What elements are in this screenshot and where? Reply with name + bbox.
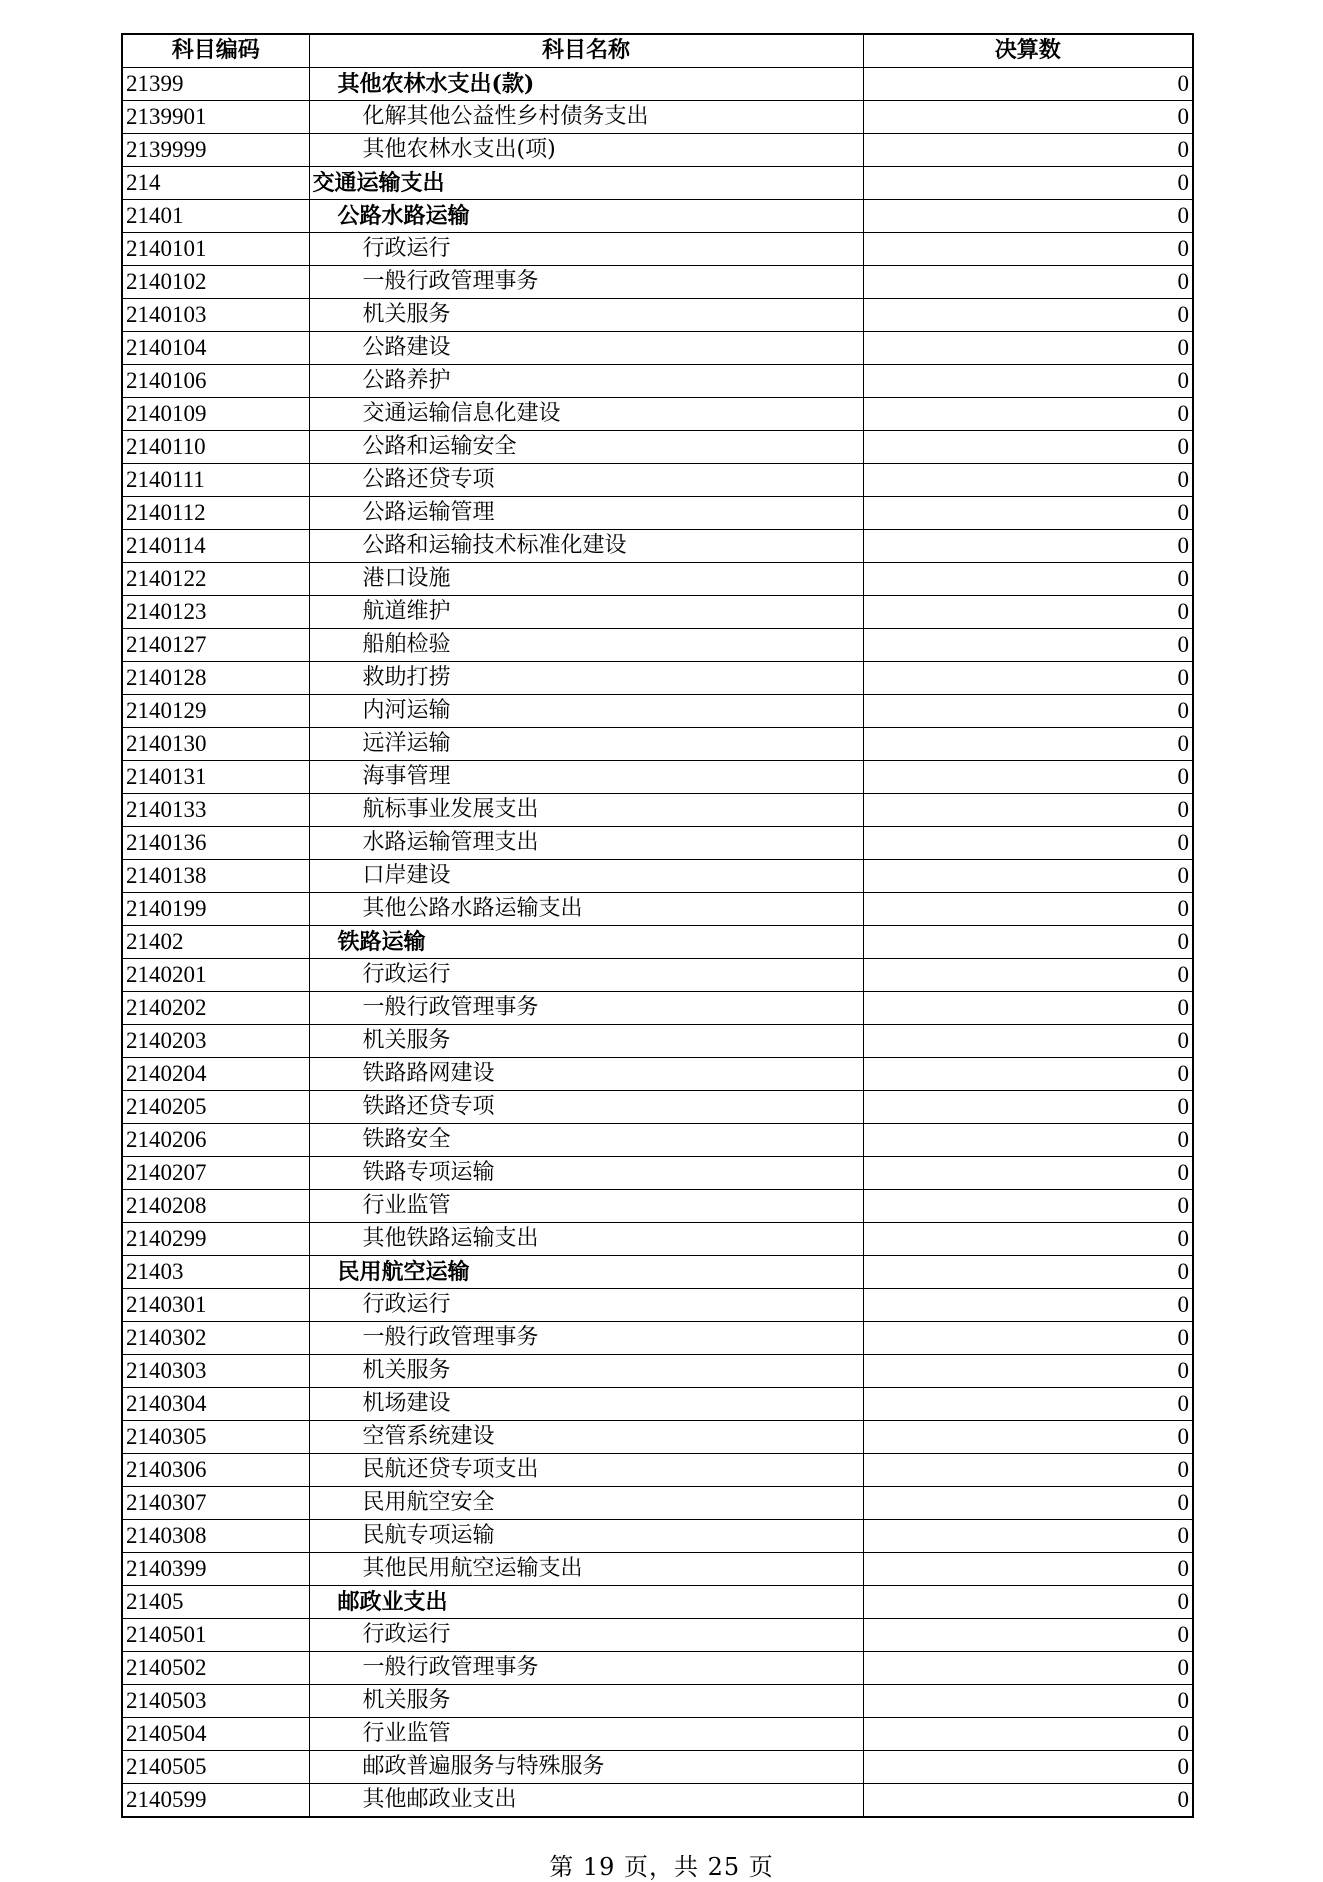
row-code: 2140138	[122, 860, 309, 893]
row-name: 铁路安全	[309, 1124, 863, 1157]
row-code: 2140308	[122, 1520, 309, 1553]
table-row	[122, 926, 1193, 959]
row-code: 2140136	[122, 827, 309, 860]
row-amount: 0	[863, 1454, 1193, 1487]
row-name: 远洋运输	[309, 728, 863, 761]
row-amount: 0	[863, 1256, 1193, 1289]
row-name: 行业监管	[309, 1718, 863, 1751]
table-row	[122, 431, 1193, 464]
row-code: 2140109	[122, 398, 309, 431]
row-code: 2140302	[122, 1322, 309, 1355]
row-code: 2140204	[122, 1058, 309, 1091]
row-name: 其他邮政业支出	[309, 1784, 863, 1818]
table-row	[122, 827, 1193, 860]
row-code: 2140304	[122, 1388, 309, 1421]
row-name: 港口设施	[309, 563, 863, 596]
row-name: 公路和运输技术标准化建设	[309, 530, 863, 563]
row-code: 2140103	[122, 299, 309, 332]
row-amount: 0	[863, 926, 1193, 959]
row-name: 化解其他公益性乡村债务支出	[309, 101, 863, 134]
row-name: 交通运输支出	[309, 167, 863, 200]
row-name: 行政运行	[309, 233, 863, 266]
row-name: 行业监管	[309, 1190, 863, 1223]
row-amount: 0	[863, 1520, 1193, 1553]
row-amount: 0	[863, 365, 1193, 398]
row-code: 2140110	[122, 431, 309, 464]
row-code: 2140106	[122, 365, 309, 398]
row-name: 公路养护	[309, 365, 863, 398]
row-code: 2140128	[122, 662, 309, 695]
row-code: 2140203	[122, 1025, 309, 1058]
row-code: 2140305	[122, 1421, 309, 1454]
row-name: 其他铁路运输支出	[309, 1223, 863, 1256]
table-row	[122, 68, 1193, 101]
row-code: 2140599	[122, 1784, 309, 1818]
row-code: 2140131	[122, 761, 309, 794]
row-amount: 0	[863, 1487, 1193, 1520]
row-amount: 0	[863, 1223, 1193, 1256]
table-row	[122, 695, 1193, 728]
row-name: 其他民用航空运输支出	[309, 1553, 863, 1586]
row-amount: 0	[863, 1619, 1193, 1652]
row-name: 机关服务	[309, 1025, 863, 1058]
row-code: 2140123	[122, 596, 309, 629]
row-name: 水路运输管理支出	[309, 827, 863, 860]
row-name: 公路建设	[309, 332, 863, 365]
header-row	[122, 34, 1193, 68]
row-amount: 0	[863, 1652, 1193, 1685]
row-amount: 0	[863, 167, 1193, 200]
row-name: 空管系统建设	[309, 1421, 863, 1454]
row-code: 2140130	[122, 728, 309, 761]
row-code: 2140505	[122, 1751, 309, 1784]
row-code: 2140199	[122, 893, 309, 926]
table-row	[122, 761, 1193, 794]
table-row	[122, 1685, 1193, 1718]
row-code: 2140303	[122, 1355, 309, 1388]
table-row	[122, 1388, 1193, 1421]
row-code: 2140133	[122, 794, 309, 827]
row-name: 机关服务	[309, 1685, 863, 1718]
row-amount: 0	[863, 431, 1193, 464]
row-amount: 0	[863, 761, 1193, 794]
row-code: 2140201	[122, 959, 309, 992]
row-amount: 0	[863, 860, 1193, 893]
row-amount: 0	[863, 101, 1193, 134]
table-row	[122, 1190, 1193, 1223]
row-code: 2140503	[122, 1685, 309, 1718]
row-code: 21401	[122, 200, 309, 233]
row-name: 其他农林水支出(款)	[309, 68, 863, 101]
row-name: 铁路还贷专项	[309, 1091, 863, 1124]
row-name: 铁路专项运输	[309, 1157, 863, 1190]
row-amount: 0	[863, 299, 1193, 332]
table-row	[122, 860, 1193, 893]
row-amount: 0	[863, 959, 1193, 992]
row-amount: 0	[863, 1685, 1193, 1718]
row-name: 一般行政管理事务	[309, 1322, 863, 1355]
row-amount: 0	[863, 1091, 1193, 1124]
row-amount: 0	[863, 728, 1193, 761]
table-row	[122, 398, 1193, 431]
row-amount: 0	[863, 1157, 1193, 1190]
table-row	[122, 1421, 1193, 1454]
row-code: 2140202	[122, 992, 309, 1025]
table-row	[122, 1025, 1193, 1058]
row-amount: 0	[863, 992, 1193, 1025]
row-code: 2140399	[122, 1553, 309, 1586]
row-amount: 0	[863, 1553, 1193, 1586]
row-code: 2140112	[122, 497, 309, 530]
row-code: 2140114	[122, 530, 309, 563]
table-row	[122, 662, 1193, 695]
row-name: 行政运行	[309, 959, 863, 992]
table-row	[122, 1487, 1193, 1520]
row-amount: 0	[863, 530, 1193, 563]
table-row	[122, 992, 1193, 1025]
row-code: 2140111	[122, 464, 309, 497]
row-code: 2140299	[122, 1223, 309, 1256]
row-name: 一般行政管理事务	[309, 992, 863, 1025]
table-body	[122, 68, 1193, 1818]
row-name: 机场建设	[309, 1388, 863, 1421]
row-amount: 0	[863, 794, 1193, 827]
row-amount: 0	[863, 1025, 1193, 1058]
table-row	[122, 1157, 1193, 1190]
row-name: 机关服务	[309, 299, 863, 332]
table-row	[122, 530, 1193, 563]
row-amount: 0	[863, 629, 1193, 662]
table-row	[122, 1718, 1193, 1751]
table-row	[122, 1751, 1193, 1784]
row-name: 一般行政管理事务	[309, 1652, 863, 1685]
row-code: 2140504	[122, 1718, 309, 1751]
table-row	[122, 1124, 1193, 1157]
row-amount: 0	[863, 1784, 1193, 1818]
table-row	[122, 266, 1193, 299]
row-code: 2139901	[122, 101, 309, 134]
row-amount: 0	[863, 497, 1193, 530]
table-row	[122, 1058, 1193, 1091]
row-name: 其他农林水支出(项)	[309, 134, 863, 167]
row-amount: 0	[863, 596, 1193, 629]
row-name: 其他公路水路运输支出	[309, 893, 863, 926]
row-amount: 0	[863, 1718, 1193, 1751]
row-amount: 0	[863, 662, 1193, 695]
row-code: 2140501	[122, 1619, 309, 1652]
row-amount: 0	[863, 332, 1193, 365]
table-row	[122, 794, 1193, 827]
table-row	[122, 1454, 1193, 1487]
row-amount: 0	[863, 464, 1193, 497]
row-code: 2140122	[122, 563, 309, 596]
table-row	[122, 1256, 1193, 1289]
row-code: 2139999	[122, 134, 309, 167]
table-row	[122, 1223, 1193, 1256]
row-code: 2140206	[122, 1124, 309, 1157]
row-amount: 0	[863, 233, 1193, 266]
row-name: 行政运行	[309, 1289, 863, 1322]
header-code: 科目编码	[122, 34, 309, 68]
table-row	[122, 893, 1193, 926]
row-code: 2140307	[122, 1487, 309, 1520]
row-name: 铁路路网建设	[309, 1058, 863, 1091]
row-name: 交通运输信息化建设	[309, 398, 863, 431]
row-amount: 0	[863, 398, 1193, 431]
row-amount: 0	[863, 266, 1193, 299]
row-name: 民航还贷专项支出	[309, 1454, 863, 1487]
row-code: 2140102	[122, 266, 309, 299]
row-code: 21403	[122, 1256, 309, 1289]
row-amount: 0	[863, 563, 1193, 596]
row-code: 2140502	[122, 1652, 309, 1685]
row-name: 邮政普遍服务与特殊服务	[309, 1751, 863, 1784]
table-row	[122, 1586, 1193, 1619]
row-code: 2140104	[122, 332, 309, 365]
table-row	[122, 101, 1193, 134]
row-name: 内河运输	[309, 695, 863, 728]
table-row	[122, 563, 1193, 596]
table-row	[122, 1289, 1193, 1322]
row-name: 公路水路运输	[309, 200, 863, 233]
row-name: 船舶检验	[309, 629, 863, 662]
table-row	[122, 167, 1193, 200]
page-number: 第 19 页，共 25 页	[549, 1853, 774, 1881]
row-code: 214	[122, 167, 309, 200]
row-name: 口岸建设	[309, 860, 863, 893]
row-code: 2140127	[122, 629, 309, 662]
row-name: 救助打捞	[309, 662, 863, 695]
row-code: 2140301	[122, 1289, 309, 1322]
table-row	[122, 299, 1193, 332]
table-row	[122, 134, 1193, 167]
table-row	[122, 233, 1193, 266]
table-row	[122, 629, 1193, 662]
table-row	[122, 332, 1193, 365]
table-row	[122, 200, 1193, 233]
row-amount: 0	[863, 1586, 1193, 1619]
row-amount: 0	[863, 1355, 1193, 1388]
row-code: 21405	[122, 1586, 309, 1619]
row-name: 民用航空安全	[309, 1487, 863, 1520]
row-amount: 0	[863, 1124, 1193, 1157]
row-name: 公路还贷专项	[309, 464, 863, 497]
row-name: 邮政业支出	[309, 1586, 863, 1619]
row-amount: 0	[863, 827, 1193, 860]
row-amount: 0	[863, 134, 1193, 167]
table-row	[122, 464, 1193, 497]
row-amount: 0	[863, 68, 1193, 101]
row-name: 民用航空运输	[309, 1256, 863, 1289]
row-name: 机关服务	[309, 1355, 863, 1388]
row-amount: 0	[863, 1421, 1193, 1454]
row-amount: 0	[863, 1289, 1193, 1322]
table-row	[122, 365, 1193, 398]
row-amount: 0	[863, 893, 1193, 926]
table-row	[122, 1322, 1193, 1355]
row-code: 2140129	[122, 695, 309, 728]
row-code: 2140205	[122, 1091, 309, 1124]
header-amount: 决算数	[863, 34, 1193, 68]
row-amount: 0	[863, 200, 1193, 233]
table-row	[122, 1355, 1193, 1388]
row-amount: 0	[863, 695, 1193, 728]
row-code: 21399	[122, 68, 309, 101]
header-name: 科目名称	[309, 34, 863, 68]
row-name: 航道维护	[309, 596, 863, 629]
row-name: 铁路运输	[309, 926, 863, 959]
table-row	[122, 1520, 1193, 1553]
row-code: 21402	[122, 926, 309, 959]
row-name: 民航专项运输	[309, 1520, 863, 1553]
row-code: 2140101	[122, 233, 309, 266]
row-name: 航标事业发展支出	[309, 794, 863, 827]
table-row	[122, 728, 1193, 761]
row-name: 一般行政管理事务	[309, 266, 863, 299]
row-amount: 0	[863, 1322, 1193, 1355]
row-amount: 0	[863, 1388, 1193, 1421]
budget-table	[121, 33, 1194, 1818]
row-amount: 0	[863, 1058, 1193, 1091]
table-row	[122, 596, 1193, 629]
table-row	[122, 1091, 1193, 1124]
row-name: 公路运输管理	[309, 497, 863, 530]
row-name: 海事管理	[309, 761, 863, 794]
table-header	[122, 34, 1193, 68]
table-row	[122, 959, 1193, 992]
table-row	[122, 1619, 1193, 1652]
table-row	[122, 1784, 1193, 1818]
row-amount: 0	[863, 1751, 1193, 1784]
row-name: 行政运行	[309, 1619, 863, 1652]
row-code: 2140207	[122, 1157, 309, 1190]
table-row	[122, 1553, 1193, 1586]
row-code: 2140208	[122, 1190, 309, 1223]
row-name: 公路和运输安全	[309, 431, 863, 464]
table-row	[122, 497, 1193, 530]
row-code: 2140306	[122, 1454, 309, 1487]
table-row	[122, 1652, 1193, 1685]
row-amount: 0	[863, 1190, 1193, 1223]
